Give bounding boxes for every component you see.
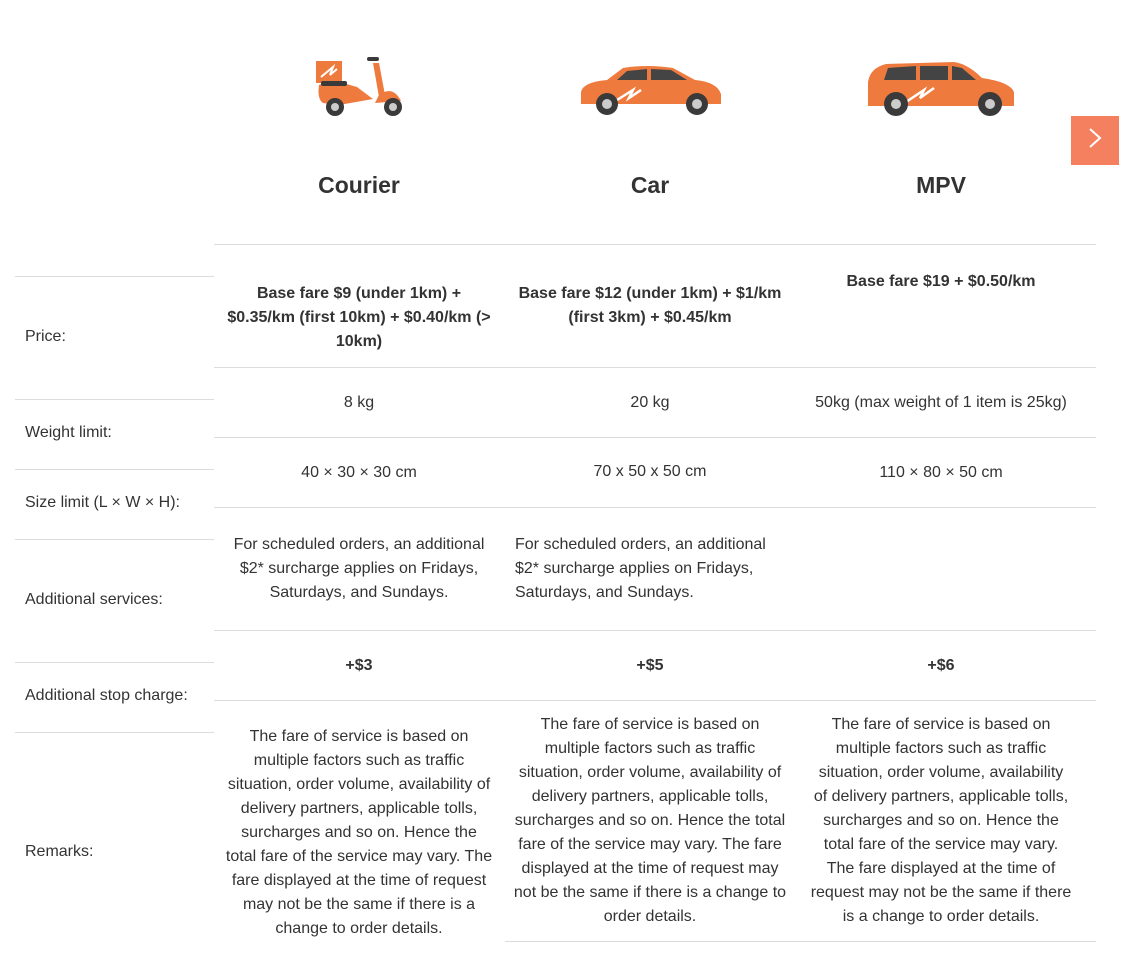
divider (15, 469, 214, 470)
car-icon (577, 62, 723, 118)
weight-mpv: 50kg (max weight of 1 item is 25kg) (815, 394, 1067, 411)
remarks-mpv: The fare of service is based on multiple factors such as traffic situation, order volume, availability of delivery partners, applicable tolls, surcharges and so on. Hence the total fare of the service may vary. The fare displayed at the time of request may not be the same if there is a change to order details. (810, 716, 1072, 925)
price-car: Base fare $12 (under 1km) + $1/km (first 3km) + $0.45/km (518, 285, 782, 326)
additional-services-car: For scheduled orders, an additional $2* surcharge applies on Fridays, Saturdays, and Sundays. (515, 536, 766, 601)
column-title-courier: Courier (318, 172, 400, 198)
stop-charge-car: +$5 (636, 657, 664, 674)
price-courier: Base fare $9 (under 1km) + $0.35/km (first 10km) + $0.40/km (> 10km) (227, 285, 491, 350)
next-button[interactable] (1071, 116, 1119, 165)
divider (15, 662, 214, 663)
chevron-right-icon (1088, 127, 1102, 154)
weight-car: 20 kg (630, 394, 670, 411)
row-label-weight: Weight limit: (25, 424, 112, 441)
stop-charge-courier: +$3 (345, 657, 373, 674)
divider (15, 276, 214, 277)
size-mpv: 110 × 80 × 50 cm (879, 464, 1003, 481)
divider (505, 941, 1096, 942)
column-title-car: Car (630, 172, 670, 198)
divider (15, 732, 214, 733)
price-mpv: Base fare $19 + $0.50/km (846, 273, 1036, 290)
size-courier: 40 × 30 × 30 cm (301, 464, 417, 481)
column-title-mpv: MPV (916, 172, 966, 198)
divider (15, 539, 214, 540)
row-label-stop-charge: Additional stop charge: (25, 687, 188, 704)
divider (214, 367, 1096, 368)
remarks-car: The fare of service is based on multiple factors such as traffic situation, order volume, availability of delivery partners, applicable tolls, surcharges and so on. Hence the total fare of the service may vary. The fare displayed at the time of request may not be the same if there is a change to order details. (513, 716, 787, 925)
remarks-courier: The fare of service is based on multiple factors such as traffic situation, order volume, availability of delivery partners, applicable tolls, surcharges and so on. Hence the total fare of the service may vary. The fare displayed at the time of request may not be the same if there is a change to order details. (225, 728, 493, 937)
mpv-icon (864, 58, 1018, 120)
divider (214, 700, 1096, 701)
row-label-remarks: Remarks: (25, 843, 94, 860)
row-label-size: Size limit (L × W × H): (25, 494, 180, 511)
divider (214, 507, 1096, 508)
divider (214, 244, 1096, 245)
divider (214, 630, 1096, 631)
size-car: 70 x 50 x 50 cm (593, 463, 707, 480)
stop-charge-mpv: +$6 (927, 657, 955, 674)
divider (214, 437, 1096, 438)
weight-courier: 8 kg (343, 394, 375, 411)
divider (15, 399, 214, 400)
row-label-additional-services: Additional services: (25, 591, 163, 608)
row-label-price: Price: (25, 328, 66, 345)
additional-services-courier: For scheduled orders, an additional $2* surcharge applies on Fridays, Saturdays, and Sundays. (233, 536, 485, 601)
scooter-icon (313, 55, 405, 119)
